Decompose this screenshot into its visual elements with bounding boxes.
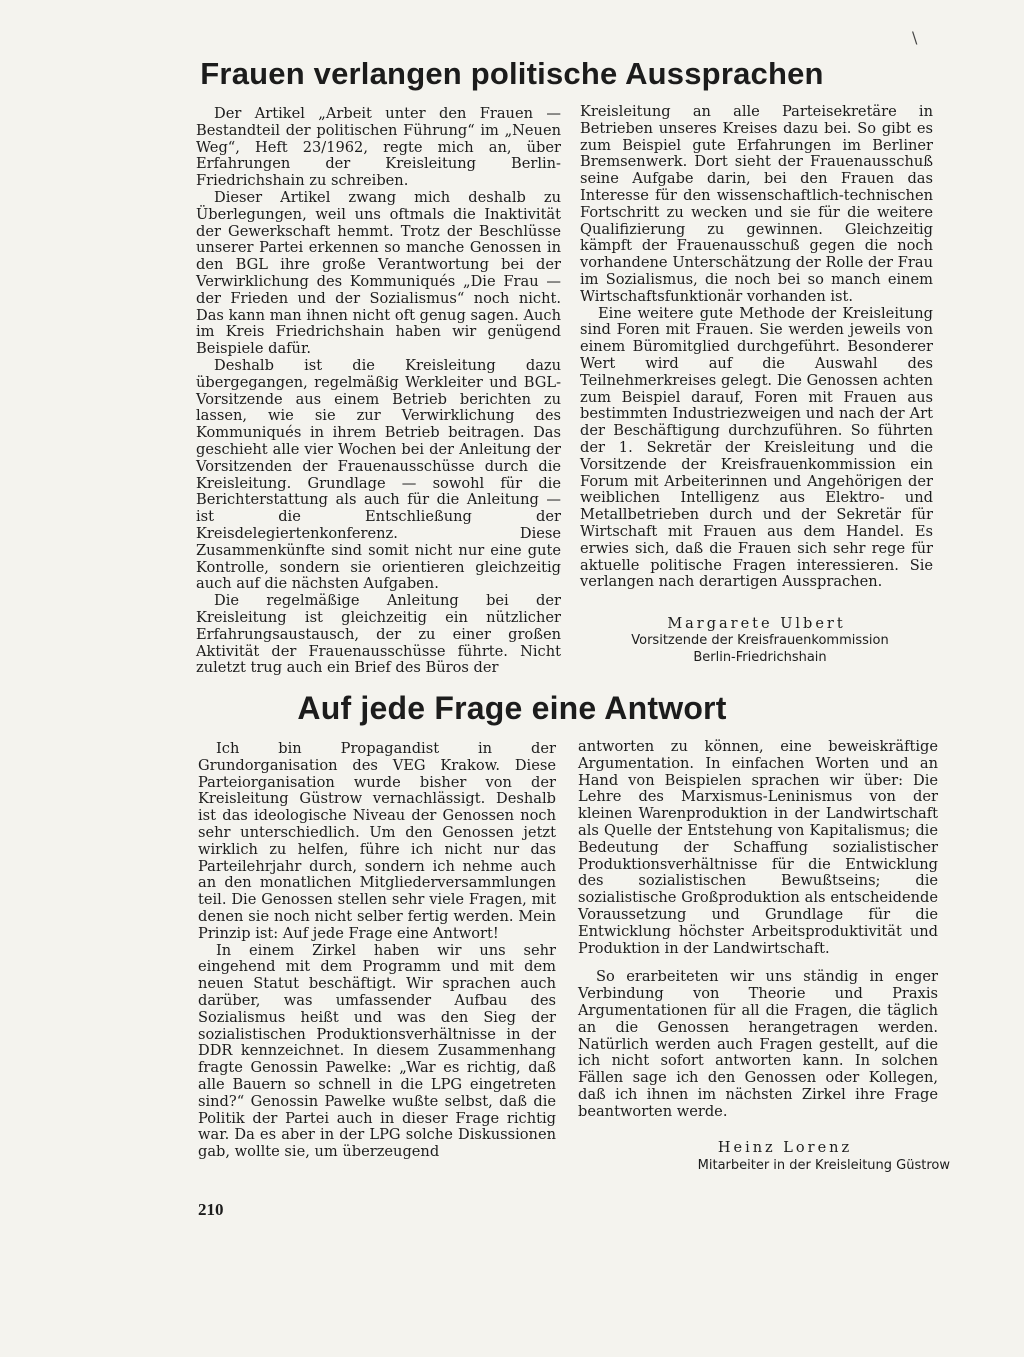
author-role <box>580 632 940 666</box>
author-name: Heinz Lorenz <box>717 1140 853 1156</box>
author-role: Mitarbeiter in der Kreisleitung Güstrow <box>697 1158 950 1173</box>
article1-column-right <box>580 104 933 591</box>
paragraph: In einem Zirkel haben wir uns sehr eingehend mit dem Programm und mit dem neuen Statut beschäftigt. Wir sprachen auch darüber, was umfassender Aufbau des Sozialismus heißt und was den Sieg der sozialistischen Produktionsverhältnisse in der DDR kennzeichnet. In diesem Zusammenhang fragte Genossin Pawelke: „War es richtig, daß alle Bauern so schnell in die LPG eingetreten sind?“ Genossin Pawelke wußte selbst, daß die Politik der Partei auch in dieser Frage richtig war. Da es aber in der LPG solche Diskussionen gab, wollte sie, um überzeugend <box>198 941 556 1161</box>
article-title-antwort: Auf jede Frage eine Antwort <box>297 690 727 726</box>
paragraph: Deshalb ist die Kreisleitung dazu übergegangen, regelmäßig Werkleiter und BGL-Vorsitzende aus einem Betrieb berichten zu lassen, wie sie zur Verwirklichung des Kommuniqués in ihrem Betrieb beitragen. Das geschieht alle vier Wochen bei der Anleitung der Vorsitzenden der Frauenausschüsse durch die Kreisleitung. Grundlage — sowohl für die Berichterstattung als auch für die Anleitung — ist die Entschließung der Kreisdelegiertenkonferenz. Diese Zusammenkünfte sind somit nicht nur eine gute Kontrolle, sondern sie orientieren gleichzeitig auch auf die nächsten Aufgaben. <box>196 356 561 593</box>
margin-mark: \ <box>912 28 918 47</box>
article2-column-right <box>578 739 938 1121</box>
author-role-line-1: Vorsitzende der Kreisfrauenkommission <box>631 633 889 648</box>
paragraph: Kreisleitung an alle Parteisekretäre in Betrieben unseres Kreises dazu bei. So gibt es zum Beispiel gute Erfahrungen im Berliner Bremsenwerk. Dort sieht der Frauenausschuß seine Aufgabe darin, bei den Frauen das Interesse für den wissenschaftlich-technischen Fortschritt zu wecken und sie für die weitere Qualifizierung zu gewinnen. Gleichzeitig kämpft der Frauenausschuß gegen die noch vorhandene Unterschätzung der Rolle der Frau im Sozialismus, die noch bei so manch einem Wirtschaftsfunktionär vorhanden ist. <box>580 103 933 305</box>
paragraph: Eine weitere gute Methode der Kreisleitung sind Foren mit Frauen. Sie werden jeweils von einem Büromitglied durchgeführt. Besonderer Wert wird auf die Auswahl des Teilnehmerkreises gelegt. Die Genossen achten zum Beispiel darauf, Foren mit Frauen aus bestimmten Industriezweigen und nach der Art der Beschäftigung durchzuführen. So führten der 1. Sekretär der Kreisleitung und die Vorsitzende der Kreisfrauenkommission ein Forum mit Arbeiterinnen und Angehörigen der weiblichen Intelligenz aus Elektro- und Metallbetrieben durch und der Sekretär für Wirtschaft mit Frauen aus dem Handel. Es erwies sich, daß die Frauen sich sehr rege für aktuelle politische Fragen interessieren. Sie verlangen nach derartigen Aussprachen. <box>580 304 933 591</box>
author-name: Margarete Ulbert <box>667 616 846 632</box>
paragraph: Dieser Artikel zwang mich deshalb zu Überlegungen, weil uns oftmals die Inaktivität der Gewerkschaft hemmt. Trotz der Beschlüsse unserer Partei erkennen so manche Genossen in den BGL ihre große Verantwortung bei der Verwirklichung des Kommuniqués „Die Frau — der Frieden und der Sozialismus“ noch nicht. Das kann man ihnen nicht oft genug sagen. Auch im Kreis Friedrichshain haben wir genügend Beispiele dafür. <box>196 188 561 358</box>
paragraph: Die regelmäßige Anleitung bei der Kreisleitung ist gleichzeitig ein nützlicher Erfahrungsaustausch, der zu einer großen Aktivität der Frauenausschüsse führte. Nicht zuletzt trug auch ein Brief des Büros der <box>196 592 561 677</box>
paragraph: Ich bin Propagandist in der Grundorganisation des VEG Krakow. Diese Parteiorganisation wurde bisher von der Kreisleitung Güstrow vernachlässigt. Deshalb ist das ideologische Niveau der Genossen noch sehr unterschiedlich. Um den Genossen jetzt wirklich zu helfen, führe ich nicht nur das Parteilehrjahr durch, sondern ich nehme auch an den monatlichen Mitgliederversammlungen teil. Die Genossen stellen sehr viele Fragen, mit denen sie noch nicht selber fertig werden. Mein Prinzip ist: Auf jede Frage eine Antwort! <box>198 740 556 942</box>
article2-column-left <box>198 741 556 1161</box>
article1-column-left <box>196 106 561 677</box>
paragraph: antworten zu können, eine beweiskräftige Argumentation. In einfachen Worten und an Hand von Beispielen sprachen wir über: Die Lehre des Marxismus-Leninismus von der kleinen Warenproduktion in der Landwirtschaft als Quelle der Entstehung von Kapitalismus; die Bedeutung der Schaffung sozialistischer Produktionsverhältnisse für die Entwicklung des sozialistischen Bewußtseins; die sozialistische Großproduktion als entscheidende Voraussetzung und Grundlage für die Entwicklung höchster Arbeitsproduktivität und Produktion in der Landwirtschaft. <box>578 738 938 957</box>
page-number: 210 <box>198 1200 224 1219</box>
paragraph: So erarbeiteten wir uns ständig in enger Verbindung von Theorie und Praxis Argumentationen für all die Fragen, die täglich an die Genossen herangetragen werden. Natürlich werden auch Fragen gestellt, auf die ich nicht sofort antworten kann. In solchen Fällen sage ich den Genossen oder Kollegen, daß ich ihnen im nächsten Zirkel ihre Frage beantworten werde. <box>578 968 938 1120</box>
article-title-frauen: Frauen verlangen politische Aussprachen <box>200 56 824 91</box>
author-role-line-2: Berlin-Friedrichshain <box>693 650 827 665</box>
paragraph: Der Artikel „Arbeit unter den Frauen — Bestandteil der politischen Führung“ im „Neuen Weg“, Heft 23/1962, regte mich an, über Erfahrungen der Kreisleitung Berlin-Friedrichshain zu schreiben. <box>196 105 561 190</box>
